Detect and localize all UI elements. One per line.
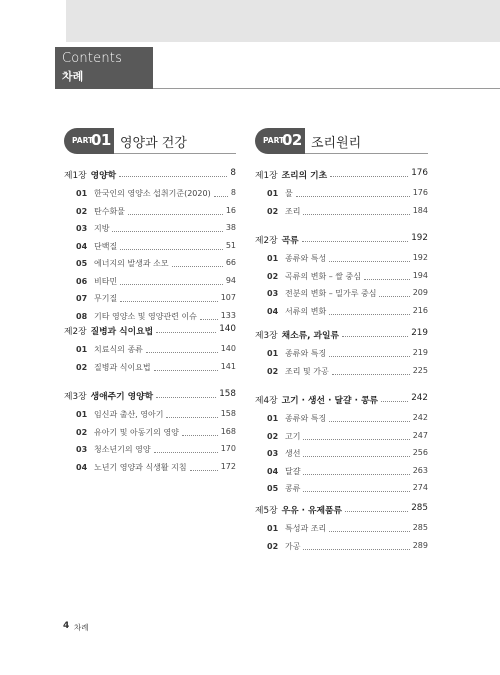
- leader-dots: [146, 352, 218, 353]
- section-title: 유아기 및 아동기의 영양: [94, 427, 179, 437]
- part-number: 02: [282, 131, 302, 149]
- leader-dots: [200, 319, 218, 320]
- leader-dots: [303, 439, 410, 440]
- leader-dots: [120, 284, 223, 285]
- section-page: 172: [220, 461, 236, 471]
- toc-chapter-row: [255, 233, 428, 247]
- section-label: [76, 258, 171, 269]
- leader-dots: [120, 301, 218, 302]
- leader-dots: [296, 196, 410, 197]
- toc-section-row: [267, 413, 428, 427]
- section-label: [267, 271, 363, 282]
- section-page: 66: [225, 258, 236, 267]
- section-label: [76, 427, 181, 438]
- chapter-page: 192: [411, 233, 428, 243]
- chapter-number: 제1장: [64, 171, 87, 181]
- chapter-title: 채소류, 과일류: [281, 331, 339, 341]
- section-number: 04: [267, 306, 279, 316]
- section-page: 8: [230, 188, 236, 197]
- section-page: 170: [220, 444, 236, 453]
- chapter-number: 제1장: [255, 171, 278, 181]
- section-number: 07: [76, 294, 88, 303]
- section-number: 02: [267, 206, 279, 216]
- section-number: 03: [267, 289, 279, 298]
- section-number: 02: [267, 431, 279, 441]
- section-number: 05: [76, 259, 88, 268]
- section-page: 133: [220, 310, 236, 320]
- toc-section-row: [76, 276, 236, 290]
- chapter-label: [255, 233, 301, 246]
- section-number: 01: [267, 414, 279, 423]
- section-label: [76, 223, 111, 234]
- leader-dots: [379, 296, 410, 297]
- chapter-title: 영양학: [90, 171, 117, 181]
- toc-section-row: [267, 431, 428, 445]
- leader-dots: [182, 435, 218, 436]
- chapter-label: [255, 393, 380, 406]
- leader-dots: [329, 261, 410, 262]
- section-title: 조리 및 가공: [285, 366, 329, 376]
- part-badge: [255, 128, 305, 154]
- toc-section-row: [76, 462, 236, 476]
- part-label: PART: [263, 136, 285, 145]
- section-title: 치료식의 종류: [94, 345, 143, 354]
- toc-section-row: [76, 409, 236, 423]
- contents-subtitle: 차례: [62, 70, 84, 83]
- section-label: [76, 362, 153, 373]
- section-title: 탄수화물: [94, 206, 125, 216]
- section-title: 종류와 특징: [285, 349, 327, 358]
- chapter-page: 176: [411, 168, 428, 178]
- leader-dots: [154, 370, 218, 371]
- section-page: 168: [220, 426, 236, 436]
- section-number: 03: [76, 445, 88, 454]
- section-title: 한국인의 영양소 섭취기준(2020): [94, 189, 211, 198]
- toc-section-row: [76, 206, 236, 220]
- toc-section-row: [76, 293, 236, 307]
- section-title: 에너지의 발생과 소모: [94, 259, 169, 268]
- section-label: [76, 188, 213, 199]
- section-label: [267, 483, 302, 494]
- leader-dots: [303, 214, 410, 215]
- section-page: 194: [412, 270, 428, 280]
- part-number: 01: [91, 131, 111, 149]
- section-page: 225: [412, 365, 428, 375]
- section-title: 생선: [285, 449, 301, 458]
- section-title: 콩류: [285, 484, 301, 493]
- chapter-title: 우유 · 유제품류: [281, 506, 343, 516]
- toc-section-row: [267, 253, 428, 267]
- chapter-number: 제2장: [255, 236, 278, 246]
- section-title: 서류의 변화: [285, 306, 327, 316]
- section-label: [267, 348, 328, 359]
- chapter-page: 285: [411, 503, 428, 513]
- toc-section-row: [76, 362, 236, 376]
- section-page: 263: [412, 465, 428, 475]
- footer-label: 차례: [74, 623, 89, 632]
- part-01-header: [64, 128, 236, 154]
- section-label: [76, 206, 127, 217]
- toc-chapter-row: [255, 168, 428, 182]
- chapter-page: 8: [230, 168, 236, 178]
- header-rule: [153, 88, 500, 89]
- section-title: 가공: [285, 541, 301, 551]
- leader-dots: [156, 397, 216, 398]
- part-title: 조리원리: [311, 136, 362, 151]
- section-number: 03: [76, 224, 88, 233]
- section-label: [76, 293, 119, 304]
- section-label: [267, 188, 295, 199]
- chapter-label: [64, 389, 155, 402]
- section-label: [267, 253, 328, 264]
- part-rule: [114, 153, 236, 154]
- footer-page-number: 4: [63, 621, 70, 631]
- chapter-number: 제3장: [255, 331, 278, 341]
- leader-dots: [156, 332, 216, 333]
- toc-section-row: [267, 348, 428, 362]
- toc-chapter-row: [255, 328, 428, 342]
- contents-title: Contents: [62, 51, 123, 66]
- section-page: 285: [412, 523, 428, 532]
- leader-dots: [190, 470, 218, 471]
- section-label: [267, 413, 328, 424]
- section-number: 02: [76, 427, 88, 437]
- section-title: 조리: [285, 206, 301, 216]
- toc-section-row: [267, 288, 428, 302]
- section-title: 전분의 변화 – 밀가루 중심: [285, 289, 377, 298]
- leader-dots: [330, 176, 408, 177]
- section-title: 임신과 출산, 영아기: [94, 410, 164, 419]
- section-label: [76, 344, 145, 355]
- chapter-number: 제2장: [64, 327, 87, 337]
- part-rule: [305, 153, 428, 154]
- section-page: 184: [412, 205, 428, 215]
- section-label: [267, 431, 302, 442]
- section-page: 51: [225, 240, 236, 250]
- chapter-label: [64, 324, 155, 337]
- toc-chapter-row: [64, 168, 236, 182]
- chapter-page: 242: [411, 393, 428, 403]
- leader-dots: [172, 266, 223, 267]
- toc-section-row: [267, 541, 428, 555]
- toc-section-row: [267, 466, 428, 480]
- section-page: 107: [220, 293, 236, 302]
- section-title: 특성과 조리: [285, 524, 327, 533]
- leader-dots: [303, 474, 410, 475]
- section-title: 지방: [94, 224, 110, 233]
- section-number: 02: [76, 206, 88, 216]
- section-page: 176: [412, 188, 428, 197]
- section-page: 216: [412, 305, 428, 315]
- section-label: [76, 444, 153, 455]
- chapter-label: [255, 328, 341, 341]
- section-number: 03: [267, 449, 279, 458]
- section-number: 01: [76, 345, 88, 354]
- leader-dots: [332, 374, 410, 375]
- chapter-title: 질병과 식이요법: [90, 327, 154, 337]
- leader-dots: [303, 491, 410, 492]
- section-number: 01: [76, 189, 88, 198]
- chapter-label: [255, 168, 329, 181]
- section-number: 02: [267, 271, 279, 281]
- section-number: 02: [267, 541, 279, 551]
- chapter-label: [64, 168, 118, 181]
- chapter-title: 고기 · 생선 · 달걀 · 콩류: [281, 396, 378, 406]
- part-title: 영양과 건강: [120, 136, 187, 151]
- toc-section-row: [76, 188, 236, 202]
- section-page: 140: [220, 344, 236, 353]
- section-label: [267, 448, 302, 459]
- section-title: 달걀: [285, 466, 301, 476]
- section-page: 256: [412, 448, 428, 457]
- section-title: 청소년기의 영양: [94, 445, 151, 454]
- chapter-title: 생애주기 영양학: [90, 392, 154, 402]
- section-number: 04: [76, 462, 88, 472]
- chapter-page: 140: [219, 324, 236, 334]
- section-page: 158: [220, 409, 236, 418]
- section-label: [267, 366, 331, 377]
- leader-dots: [329, 421, 410, 422]
- section-page: 289: [412, 540, 428, 550]
- chapter-title: 조리의 기초: [281, 171, 328, 181]
- section-title: 종류와 특징: [285, 414, 327, 423]
- section-label: [267, 206, 302, 217]
- toc-chapter-row: [255, 393, 428, 407]
- section-number: 04: [76, 241, 88, 251]
- chapter-number: 제5장: [255, 506, 278, 516]
- leader-dots: [303, 456, 410, 457]
- part-02-header: [255, 128, 428, 154]
- toc-section-row: [76, 223, 236, 237]
- leader-dots: [329, 531, 410, 532]
- toc-section-row: [76, 344, 236, 358]
- leader-dots: [112, 231, 223, 232]
- toc-section-row: [267, 523, 428, 537]
- leader-dots: [303, 549, 410, 550]
- toc-chapter-row: [255, 503, 428, 517]
- section-page: 209: [412, 288, 428, 297]
- section-page: 141: [220, 361, 236, 371]
- section-title: 단백질: [94, 241, 118, 251]
- section-number: 02: [267, 366, 279, 376]
- section-number: 04: [267, 466, 279, 476]
- toc-section-row: [76, 444, 236, 458]
- leader-dots: [128, 214, 223, 215]
- section-page: 219: [412, 348, 428, 357]
- section-label: [267, 523, 328, 534]
- toc-section-row: [267, 188, 428, 202]
- leader-dots: [342, 336, 408, 337]
- section-number: 01: [267, 524, 279, 533]
- chapter-title: 곡류: [281, 236, 299, 246]
- toc-section-row: [267, 483, 428, 497]
- section-label: [267, 541, 302, 552]
- section-number: 06: [76, 276, 88, 286]
- toc-section-row: [267, 271, 428, 285]
- toc-section-row: [267, 366, 428, 380]
- leader-dots: [154, 452, 218, 453]
- section-number: 01: [267, 349, 279, 358]
- section-number: 01: [76, 410, 88, 419]
- leader-dots: [166, 417, 218, 418]
- section-label: [76, 409, 165, 420]
- toc-section-row: [267, 306, 428, 320]
- section-title: 노년기 영양과 식생활 지침: [94, 462, 187, 472]
- section-title: 기타 영양소 및 영양관련 이슈: [94, 311, 197, 321]
- section-page: 16: [225, 205, 236, 215]
- section-number: 08: [76, 311, 88, 321]
- chapter-number: 제4장: [255, 396, 278, 406]
- chapter-number: 제3장: [64, 392, 87, 402]
- leader-dots: [119, 176, 227, 177]
- section-title: 비타민: [94, 276, 118, 286]
- part-label: PART: [72, 136, 94, 145]
- toc-section-row: [76, 427, 236, 441]
- toc-section-row: [76, 311, 236, 325]
- top-gray-band: [66, 0, 500, 42]
- section-title: 곡류의 변화 – 쌀 중심: [285, 271, 361, 281]
- chapter-label: [255, 503, 344, 516]
- section-number: 05: [267, 484, 279, 493]
- section-number: 01: [267, 189, 279, 198]
- toc-section-row: [267, 448, 428, 462]
- chapter-page: 219: [411, 328, 428, 338]
- toc-chapter-row: [64, 389, 236, 403]
- section-page: 38: [225, 223, 236, 232]
- section-label: [76, 241, 119, 252]
- section-number: 02: [76, 362, 88, 372]
- section-title: 종류와 특성: [285, 254, 327, 263]
- section-title: 무기질: [94, 294, 118, 303]
- leader-dots: [329, 356, 410, 357]
- section-page: 242: [412, 413, 428, 422]
- toc-section-row: [267, 206, 428, 220]
- section-label: [76, 276, 119, 287]
- section-label: [267, 466, 302, 477]
- section-title: 질병과 식이요법: [94, 362, 151, 372]
- leader-dots: [120, 249, 223, 250]
- section-label: [267, 288, 378, 299]
- section-title: 고기: [285, 431, 301, 441]
- part-badge: [64, 128, 114, 154]
- leader-dots: [214, 196, 228, 197]
- section-label: [76, 462, 189, 473]
- toc-chapter-row: [64, 324, 236, 338]
- section-label: [76, 311, 199, 322]
- section-label: [267, 306, 328, 317]
- section-page: 94: [225, 275, 236, 285]
- section-page: 274: [412, 483, 428, 492]
- leader-dots: [329, 314, 410, 315]
- leader-dots: [381, 401, 408, 402]
- leader-dots: [364, 279, 410, 280]
- toc-section-row: [76, 258, 236, 272]
- section-title: 물: [285, 189, 293, 198]
- leader-dots: [302, 241, 408, 242]
- chapter-page: 158: [219, 389, 236, 399]
- section-page: 247: [412, 430, 428, 440]
- section-number: 01: [267, 254, 279, 263]
- section-page: 192: [412, 253, 428, 262]
- toc-section-row: [76, 241, 236, 255]
- leader-dots: [345, 511, 408, 512]
